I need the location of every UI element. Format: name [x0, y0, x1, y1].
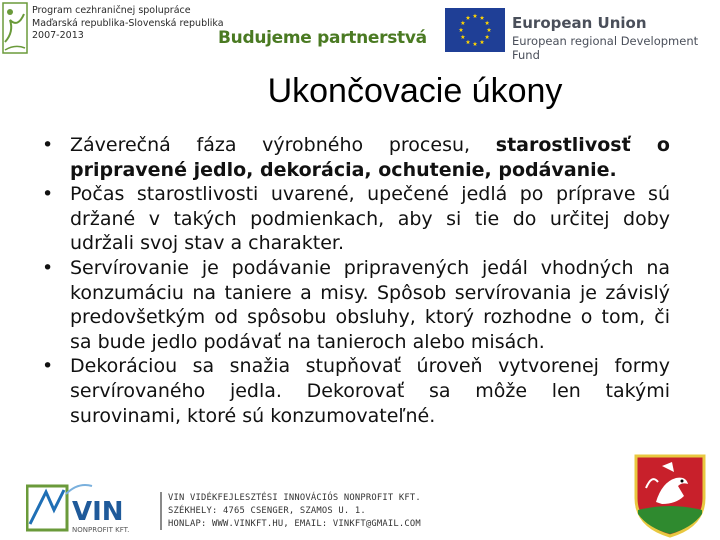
footer-divider	[160, 492, 162, 530]
coat-of-arms-icon	[632, 452, 708, 538]
bullet-text: Dekoráciou sa snažia stupňovať úroveň vytvorenej formy servírovaného jedla. Dekorovať sa môže len takými surovinami, ktoré sú konzumovateľné.	[70, 355, 670, 427]
bullet-bold-text: starostlivosť o pripravené jedlo, dekorácia, ochutenie, podávanie.	[70, 134, 670, 181]
eu-subtitle: European regional Development Fund	[512, 34, 699, 62]
vin-line: VIN VIDÉKFEJLESZTÉSI INNOVÁCIÓS NONPROFIT KFT.	[168, 493, 421, 503]
vin-info	[168, 492, 421, 532]
slogan: Budujeme partnerstvá	[218, 28, 427, 48]
bullet-dot-icon: •	[42, 355, 54, 378]
program-logo-icon	[2, 2, 28, 54]
eu-flag-icon	[445, 8, 505, 52]
bullet-dot-icon: •	[42, 183, 54, 206]
bullet-dot-icon: •	[42, 256, 54, 279]
bullet-item	[42, 256, 670, 354]
vin-line: SZÉKHELY: 4765 CSENGER, SZAMOS U. 1.	[168, 506, 366, 517]
vin-line: HONLAP: WWW.VINKFT.HU, EMAIL: VINKFT@GMAIL.COM	[168, 519, 421, 530]
bullet-item	[42, 133, 670, 182]
vin-logo-text: VIN	[72, 497, 124, 527]
vin-logo-sub: NONPROFIT KFT.	[72, 526, 130, 534]
bullet-text: Servírovanie je podávanie pripravených jedál vhodných na konzumáciu na taniere a misy. Spôsob servírovania je závislý predovšetkým od spôsobu obsluhy, ktorý rozhodne o tom, či sa bude jedlo podávať na tanieroch alebo misách.	[70, 256, 670, 353]
bullet-dot-icon: •	[42, 134, 54, 156]
slide-title: Ukončovacie úkony	[267, 72, 563, 110]
bullet-item	[42, 354, 670, 428]
eu-title: European Union	[512, 14, 647, 32]
program-line: 2007-2013	[32, 30, 84, 41]
bullet-list	[42, 133, 670, 428]
bullet-text: Záverečná fáza výrobného procesu,	[70, 134, 496, 156]
program-line: Maďarská republika-Slovenská republika	[32, 17, 224, 29]
program-text	[32, 5, 224, 43]
slide-header	[0, 0, 720, 75]
vin-logo-icon	[26, 480, 154, 536]
bullet-text: Počas starostlivosti uvarené, upečené jedlá po príprave sú držané v takých podmienkach, aby si tie do určitej doby udržali svoj stav a charakter.	[70, 183, 670, 255]
bullet-item	[42, 182, 670, 256]
program-line: Program cezhraničnej spolupráce	[32, 5, 191, 16]
